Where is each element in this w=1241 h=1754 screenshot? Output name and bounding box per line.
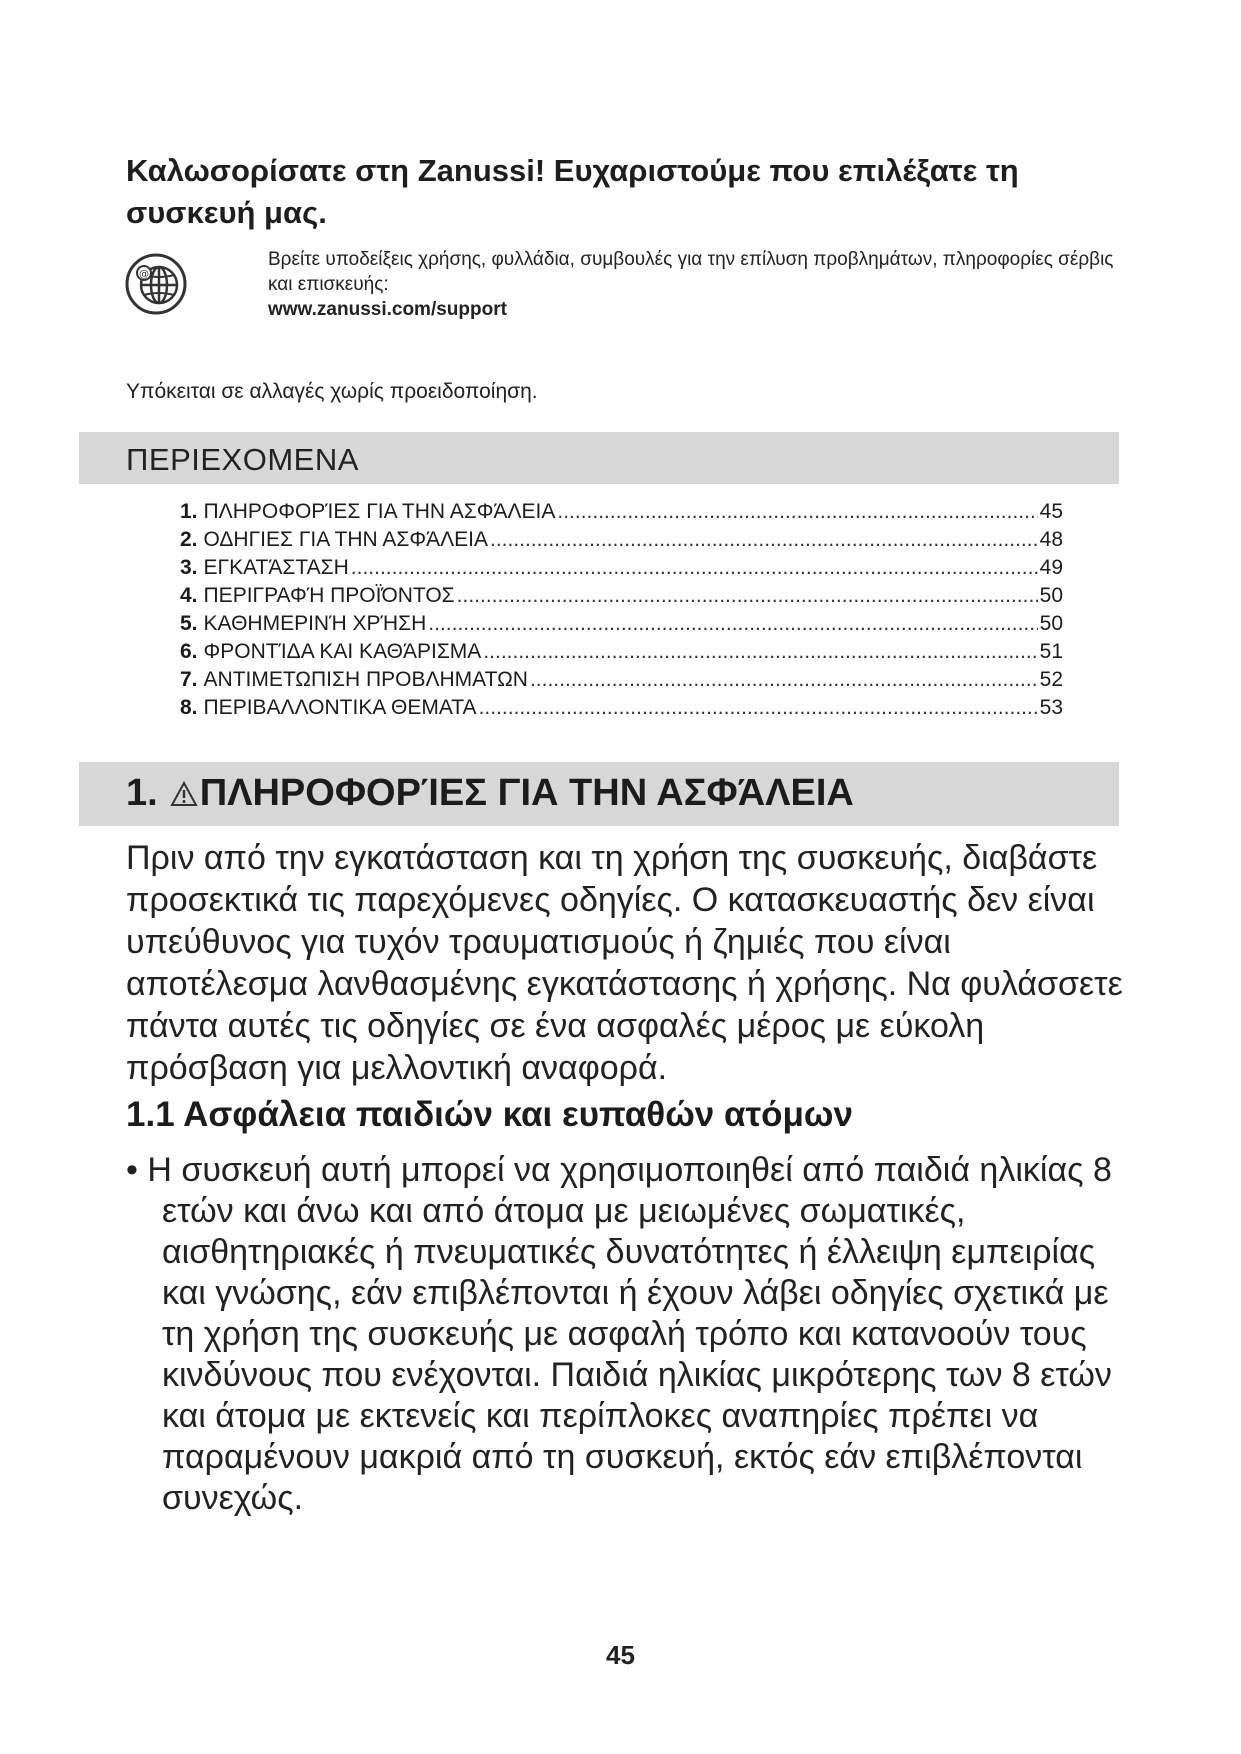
intro-paragraph: Πριν από την εγκατάσταση και τη χρήση της συσκευής, διαβάστε προσεκτικά τις παρεχόμενες οδηγίες. Ο κατασκευαστής δεν είναι υπεύθυνος για τυχόν τραυματισμούς ή ζημιές που είναι αποτέλεσμα λανθασμένης εγκατάστασης ή χρήσης. Να φυλάσσετε πάντα αυτές τις οδηγίες σε ένα ασφαλές μέρος με εύκολη πρόσβαση για μελλοντική αναφορά. <box>126 839 1123 1087</box>
toc-item[interactable]: 5. ΚΑΘΗΜΕΡΙΝΉ ΧΡΉΣΗ ..... 50 <box>180 610 1063 638</box>
support-link[interactable]: www.zanussi.com/support <box>268 299 507 320</box>
support-text: Βρείτε υποδείξεις χρήσης, φυλλάδια, συμβουλές για την επίλυση προβλημάτων, πληροφορίες σέρβις και επισκευής: <box>268 249 1114 295</box>
toc-title: ΠΕΡΙΕΧΟΜΕΝΑ <box>126 442 359 477</box>
subsection-title: 1.1 Ασφάλεια παιδιών και ευπαθών ατόμων <box>126 1095 853 1134</box>
warning-icon <box>170 781 198 807</box>
table-of-contents <box>180 498 1063 722</box>
welcome-heading: Καλωσορίσατε στη Zanussi! Ευχαριστούμε που επιλέξατε τη συσκευή μας. <box>126 153 1019 230</box>
section-title-text: ΠΛΗΡΟΦΟΡΊΕΣ ΓΙΑ ΤΗΝ ΑΣΦΆΛΕΙΑ <box>199 772 854 814</box>
svg-text:@: @ <box>139 269 149 280</box>
change-notice: Υπόκειται σε αλλαγές χωρίς προειδοποίηση. <box>126 380 538 403</box>
toc-item[interactable]: 7. ΑΝΤΙΜΕΤΩΠΙΣΗ ΠΡΟΒΛΗΜΑΤΩΝ ..... 52 <box>180 666 1063 694</box>
toc-item[interactable]: 1. ΠΛΗΡΟΦΟΡΊΕΣ ΓΙΑ ΤΗΝ ΑΣΦΆΛΕΙΑ ..... 45 <box>180 498 1063 526</box>
page-number: 45 <box>606 1640 635 1670</box>
toc-item[interactable]: 2. ΟΔΗΓΙΕΣ ΓΙΑ ΤΗΝ ΑΣΦΆΛΕΙΑ ..... 48 <box>180 526 1063 554</box>
bullet-paragraph: • Η συσκευή αυτή μπορεί να χρησιμοποιηθεί από παιδιά ηλικίας 8 ετών και άνω και από άτομα με μειωμένες σωματικές, αισθητηριακές ή πνευματικές δυνατότητες ή έλλειψη εμπειρίας και γνώσης, εάν επιβλέπονται ή έχουν λάβει οδηγίες σχετικά με τη χρήση της συσκευής με ασφαλή τρόπο και κατανοούν τους κινδύνους που ενέχονται. Παιδιά ηλικίας μικρότερης των 8 ετών και άτομα με εκτενείς και περίπλοκες αναπηρίες πρέπει να παραμένουν μακριά από τη συσκευή, εκτός εάν επιβλέπονται συνεχώς. <box>126 1151 1112 1517</box>
section-number: 1. <box>126 772 158 814</box>
globe-icon <box>124 252 188 316</box>
section-header <box>79 762 1119 826</box>
toc-item[interactable]: 8. ΠΕΡΙΒΑΛΛΟΝΤΙΚΑ ΘΕΜΑΤΑ ..... 53 <box>180 694 1063 722</box>
section-title <box>126 772 854 815</box>
toc-item[interactable]: 4. ΠΕΡΙΓΡΑΦΉ ΠΡΟΪΌΝΤΟΣ ..... 50 <box>180 582 1063 610</box>
toc-item[interactable]: 3. ΕΓΚΑΤΆΣΤΑΣΗ ..... 49 <box>180 554 1063 582</box>
toc-header <box>79 432 1119 484</box>
toc-item[interactable]: 6. ΦΡΟΝΤΊΔΑ ΚΑΙ ΚΑΘΆΡΙΣΜΑ ..... 51 <box>180 638 1063 666</box>
support-info <box>268 247 1128 322</box>
